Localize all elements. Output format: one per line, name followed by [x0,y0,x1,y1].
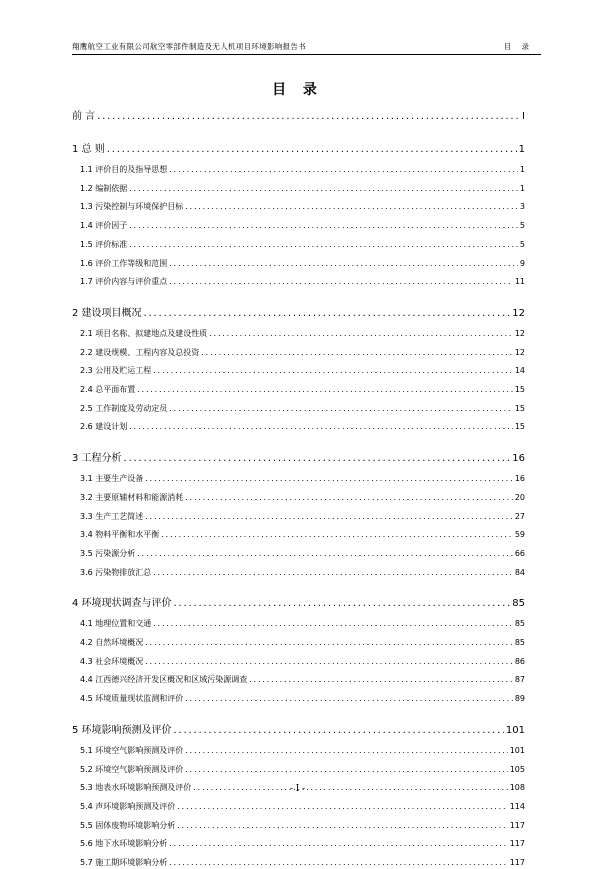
toc-section-entry[interactable] [72,618,525,630]
toc-leader-dots [145,473,513,485]
toc-section-entry[interactable] [72,745,525,757]
toc-entry-page-number: 5 [519,239,525,249]
toc-entry-title: 1 总 则 [72,144,105,155]
toc-entry-page-number: 117 [509,839,525,849]
toc-entry-title: 5.4 声环境影响预测及评价 [80,801,176,811]
toc-entry-title: 5.7 施工期环境影响分析 [80,858,168,867]
toc-section-entry[interactable] [72,239,525,251]
toc-chapter-entry[interactable] [72,452,525,466]
toc-entry-title: 2.3 公用及贮运工程 [80,366,152,376]
toc-entry-title: 1.1 评价目的及指导思想 [80,165,168,174]
toc-section-entry[interactable] [72,365,525,377]
toc-entry-page-number: 89 [514,694,525,704]
toc-entry-title: 5 环境影响预测及评价 [72,724,172,736]
toc-leader-dots [185,745,507,757]
toc-entry-title: 1.5 评价标准 [80,239,128,249]
toc-entry-page-number: 12 [514,347,525,357]
toc-entry-title: 4.1 地理位置和交通 [80,619,152,629]
toc-leader-dots [137,548,513,560]
toc-entry-page-number: 105 [509,764,525,774]
toc-entry-page-number: 108 [509,783,525,793]
toc-entry-title: 3.6 污染物排放汇总 [80,567,152,577]
toc-leader-dots [107,143,517,157]
toc-entry-title: 4.4 江西德兴经济开发区概况和区域污染源调查 [80,675,248,685]
toc-section-entry[interactable] [72,548,525,560]
toc-leader-dots [169,403,513,415]
toc-chapter-entry[interactable] [72,724,525,738]
header-document-title: 翔鹰航空工业有限公司航空零部件制造及无人机项目环境影响报告书 [72,42,306,51]
toc-entry-page-number: 87 [514,675,525,685]
toc-leader-dots [124,452,511,466]
toc-entry-title: 3.4 物料平衡和水平衡 [80,530,160,540]
toc-entry-page-number: 117 [509,820,525,830]
toc-section-entry[interactable] [72,567,525,579]
toc-chapter-entry[interactable] [72,143,525,157]
toc-entry-title: 2.4 总平面布置 [80,385,136,394]
toc-leader-dots [169,164,518,176]
toc-entry-page-number: 1 [518,144,525,155]
toc-leader-dots [145,637,513,649]
toc-leader-dots [145,656,513,668]
toc-entry-title: 4 环境现状调查与评价 [72,598,172,610]
toc-entry-title: 3 工程分析 [72,453,122,465]
toc-leader-dots [174,597,511,611]
toc-entry-page-number: 1 [519,165,525,174]
toc-entry-title: 2 建设项目概况 [72,307,142,319]
toc-entry-title: 2.2 建设规模、工程内容及总投资 [80,347,200,357]
toc-entry-title: 5.3 地表水环境影响预测及评价 [80,783,192,793]
toc-entry-title: 3.1 主要生产设备 [80,474,144,484]
toc-entry-page-number: 15 [514,385,525,394]
toc-entry-page-number: 85 [514,619,525,629]
toc-entry-page-number: 15 [514,403,525,413]
page-title: 目 录 [272,82,323,98]
toc-entry-title: 5.5 固体废物环境影响分析 [80,820,176,830]
toc-section-entry[interactable] [72,328,525,340]
toc-entry-title: 2.1 项目名称、拟建地点及建设性质 [80,328,208,338]
toc-entry-page-number: 15 [514,422,525,432]
toc-leader-dots [169,838,507,850]
toc-entry-page-number: 16 [514,474,525,484]
toc-entry-page-number: 9 [519,258,525,268]
toc-section-entry[interactable] [72,656,525,668]
toc-leader-dots [153,567,513,579]
toc-section-entry[interactable] [72,820,525,832]
toc-entry-page-number: 1 [519,183,525,193]
toc-section-entry[interactable] [72,492,525,504]
toc-leader-dots [169,258,518,270]
toc-section-entry[interactable] [72,693,525,705]
toc-entry-page-number: 85 [514,638,525,647]
toc-section-entry[interactable] [72,258,525,270]
toc-leader-dots [169,857,507,869]
toc-entry-page-number: 11 [514,277,525,287]
toc-entry-title: 5.1 环境空气影响预测及评价 [80,745,184,755]
toc-entry-page-number: 101 [509,745,525,755]
toc-leader-dots [174,724,504,738]
toc-section-entry[interactable] [72,473,525,485]
toc-section-entry[interactable] [72,183,525,195]
toc-section-entry[interactable] [72,637,525,649]
toc-section-entry[interactable] [72,347,525,359]
toc-leader-dots [144,307,511,321]
toc-entry-page-number: 16 [512,453,525,465]
toc-entry-title: 1.7 评价内容与评价重点 [80,277,168,287]
toc-entry-page-number: 5 [519,221,525,231]
toc-entry-page-number: 86 [514,656,525,666]
toc-entry-page-number: 3 [519,202,525,212]
toc-section-entry[interactable] [72,764,525,776]
toc-entry-title: 3.2 主要原辅材料和能源消耗 [80,492,184,502]
toc-entry-title: 前 言 [72,111,96,122]
toc-entry-page-number: 117 [509,858,525,867]
toc-entry-title: 4.5 环境质量现状监测和评价 [80,694,184,704]
toc-section-entry[interactable] [72,276,525,288]
toc-entry-title: 2.5 工作制度及劳动定员 [80,403,168,413]
toc-entry-title: 1.3 污染控制与环境保护目标 [80,202,184,212]
toc-leader-dots [185,693,513,705]
toc-entry-page-number: 66 [514,548,525,558]
toc-chapter-entry[interactable] [72,307,525,321]
toc-leader-dots [185,201,518,213]
toc-entry-page-number: 12 [514,328,525,338]
toc-entry-title: 4.3 社会环境概况 [80,656,144,666]
toc-leader-dots [177,801,507,813]
toc-leader-dots [209,328,513,340]
toc-section-entry[interactable] [72,838,525,850]
toc-entry-page-number: 85 [512,598,525,610]
toc-entry-page-number: 84 [514,567,525,577]
toc-entry-title: 3.3 生产工艺简述 [80,511,144,521]
toc-leader-dots [129,220,518,232]
toc-leader-dots [249,674,513,686]
toc-section-entry[interactable] [72,857,525,869]
toc-section-entry[interactable] [72,220,525,232]
toc-entry-title: 1.4 评价因子 [80,221,128,231]
toc-section-entry[interactable] [72,403,525,415]
toc-leader-dots [161,529,513,541]
toc-leader-dots [129,239,518,251]
toc-leader-dots [177,820,507,832]
toc-entry-title: 4.2 自然环境概况 [80,638,144,647]
toc-leader-dots [129,183,518,195]
toc-leader-dots [185,492,513,504]
toc-section-entry[interactable] [72,201,525,213]
running-header [72,40,541,55]
toc-entry-page-number: 12 [512,307,525,319]
toc-entry-title: 5.2 环境空气影响预测及评价 [80,764,184,774]
toc-leader-dots [137,384,513,396]
toc-section-entry[interactable] [72,164,525,176]
toc-section-entry[interactable] [72,674,525,686]
toc-entry-page-number: I [522,111,525,122]
toc-leader-dots [97,110,520,124]
toc-section-entry[interactable] [72,421,525,433]
toc-entry-page-number: 20 [514,492,525,502]
toc-leader-dots [129,421,513,433]
page-number: - I - [289,784,306,794]
toc-entry-title: 1.2 编制依据 [80,183,128,193]
toc-section-entry[interactable] [72,529,525,541]
toc-entry-title: 2.6 建设计划 [80,422,128,432]
toc-section-entry[interactable] [72,511,525,523]
toc-leader-dots [169,276,513,288]
toc-chapter-entry[interactable] [72,597,525,611]
toc-section-entry[interactable] [72,384,525,396]
toc-leader-dots [145,511,513,523]
toc-entry-page-number: 59 [514,530,525,540]
toc-leader-dots [185,764,507,776]
toc-leader-dots [201,347,513,359]
toc-leader-dots [153,618,513,630]
toc-entry-title: 1.6 评价工作等级和范围 [80,258,168,268]
header-section-name: 目 录 [503,42,533,51]
toc-entry-page-number: 101 [505,724,525,736]
toc-entry-title: 3.5 污染源分析 [80,548,136,558]
toc-leader-dots [153,365,513,377]
toc-section-entry[interactable] [72,801,525,813]
toc-entry-page-number: 27 [514,511,525,521]
toc-chapter-entry[interactable] [72,110,525,124]
toc-entry-page-number: 14 [514,366,525,376]
toc-entry-title: 5.6 地下水环境影响分析 [80,839,168,849]
toc-entry-page-number: 114 [509,801,525,811]
